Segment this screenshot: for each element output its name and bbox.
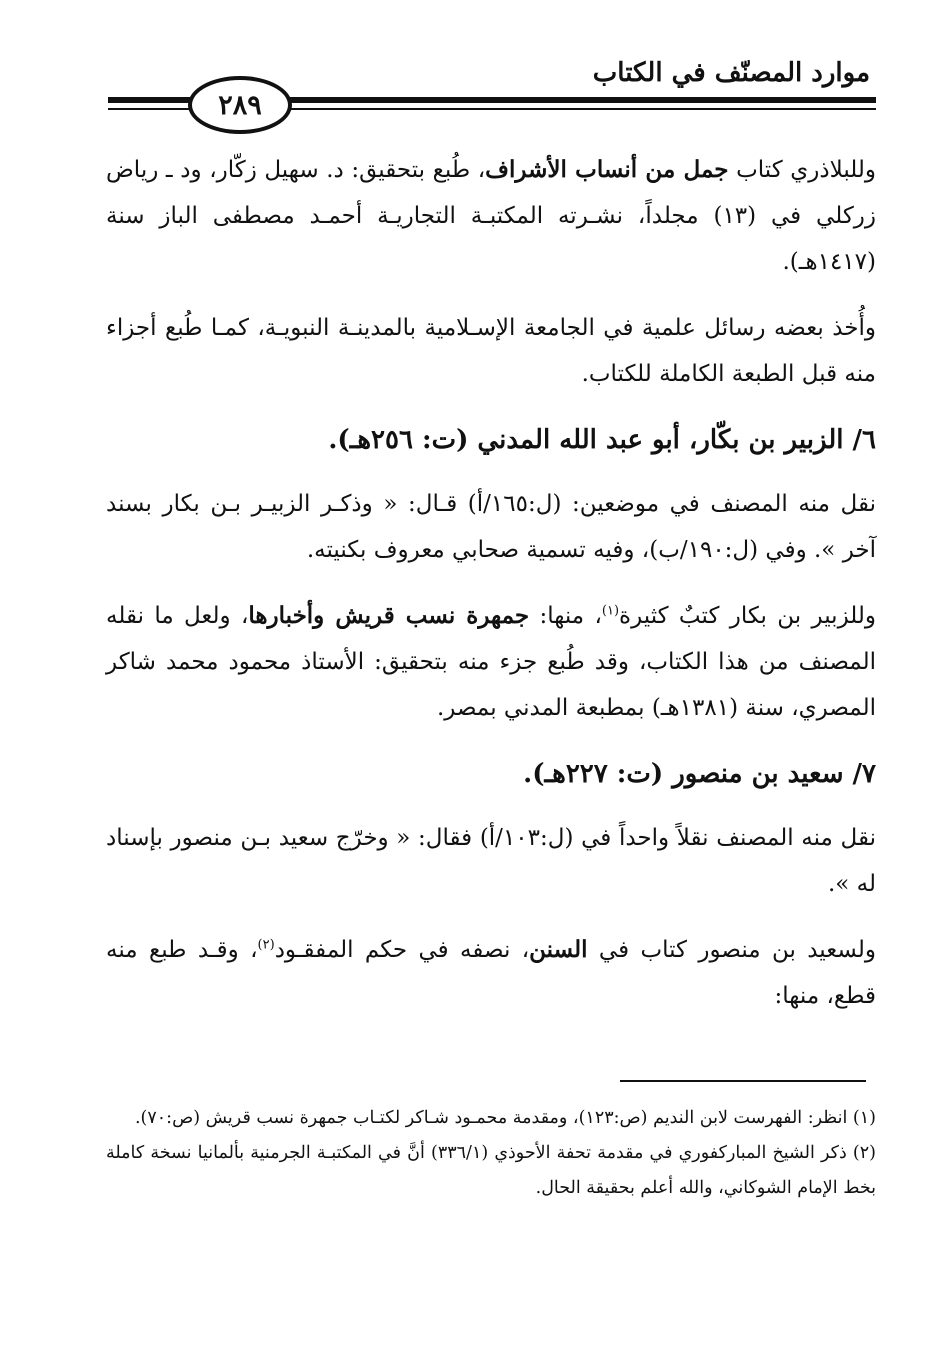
footnote-ref-2[interactable]: (٢) — [257, 937, 275, 953]
paragraph-zubair-quotes: نقل منه المصنف في موضعين: (ل:١٦٥/أ) قـال: « وذكـر الزبيـر بـن بكار بسند آخر ». وفي (ل:١٩٠/ب)، وفيه تسمية صحابي معروف بكنيته. — [106, 491, 876, 563]
footnote-ref-1[interactable]: (١) — [601, 603, 620, 619]
page-number-badge — [188, 76, 292, 134]
running-title: موارد المصنّف في الكتاب — [592, 58, 870, 88]
section-heading-zubair: ٦/ الزبير بن بكّار، أبو عبد الله المدني (ت: ٢٥٦هـ). — [328, 425, 876, 455]
book-title-jamhara: جمهرة نسب قريش وأخبارها — [248, 602, 530, 629]
paragraph-baladhuri: وللبلاذري كتاب جمل من أنساب الأشراف، طُبع بتحقيق: د. سهيل زكّار، ود ـ رياض زركلي في (١٣) مجلداً، نشـرته المكتبـة التجاريـة أحمـد مصطفى الباز سنة (١٤١٧هـ). — [106, 156, 876, 275]
page-number: ٢٨٩ — [218, 89, 262, 121]
footnote-separator — [620, 1080, 866, 1082]
book-title-ansab: جمل من أنساب الأشراف — [485, 156, 729, 183]
section-heading-said: ٧/ سعيد بن منصور (ت: ٢٢٧هـ). — [523, 759, 876, 789]
book-title-sunan: السنن — [529, 936, 588, 963]
body-text — [106, 147, 876, 1039]
paragraph-zubair-books: وللزبير بن بكار كتبٌ كثيرة$^{(١)}$، منها: جمهرة نسب قريش وأخبارها، ولعل ما نقله المصنف من هذا الكتاب، وقد طُبع جزء منه بتحقيق: الأستاذ محمود محمد شاكر المصري، سنة (١٣٨١هـ) بمطبعة المدني بمصر. — [106, 602, 876, 721]
footnote-1: (١) انظر: الفهرست لابن النديم (ص:١٢٣)، ومقدمة محمـود شـاكر لكتـاب جمهرة نسب قريش (ص:٧٠). — [134, 1108, 876, 1128]
footnote-2: (٢) ذكر الشيخ المباركفوري في مقدمة تحفة الأحوذي (٣٣٦/١) أنَّ في المكتبـة الجرمنية بألمانيا نسخة كاملة بخط الإمام الشوكاني، والله أعلم بحقيقة الحال. — [106, 1143, 876, 1198]
footnotes — [106, 1101, 876, 1206]
paragraph-sunan: ولسعيد بن منصور كتاب في السنن، نصفه في حكم المفقـود$^{(٢)}$، وقـد طبع منه قطع، منها: — [106, 936, 876, 1009]
paragraph-said-quote: نقل منه المصنف نقلاً واحداً في (ل:١٠٣/أ) فقال: « وخرّج سعيد بـن منصور بإسناد له ». — [106, 825, 876, 897]
paragraph-theses: وأُخذ بعضه رسائل علمية في الجامعة الإسـلامية بالمدينـة النبويـة، كمـا طُبع أجزاء منه قبل الطبعة الكاملة للكتاب. — [106, 315, 876, 387]
